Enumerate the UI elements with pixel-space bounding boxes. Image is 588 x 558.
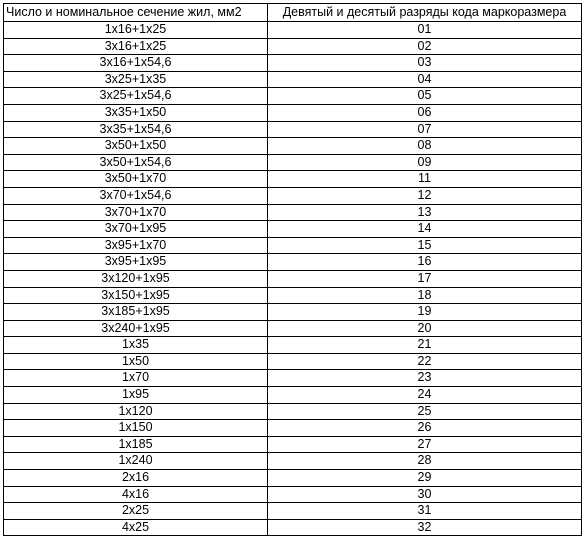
- cell-cores-section: 1х16+1х25: [4, 22, 268, 39]
- cell-cores-section: 1х120: [4, 403, 268, 420]
- cell-code-digits: 29: [268, 470, 582, 487]
- cell-code-digits: 28: [268, 453, 582, 470]
- cell-code-digits: 27: [268, 436, 582, 453]
- table-row: [4, 22, 582, 39]
- cell-cores-section: 3х50+1х50: [4, 138, 268, 155]
- cell-code-digits: 30: [268, 486, 582, 503]
- cell-cores-section: 3х16+1х25: [4, 38, 268, 55]
- cell-code-digits: 15: [268, 237, 582, 254]
- cell-cores-section: 2х25: [4, 503, 268, 520]
- cell-code-digits: 31: [268, 503, 582, 520]
- cable-code-table: [3, 3, 582, 536]
- cell-cores-section: 4х25: [4, 519, 268, 536]
- header-code-digits: Девятый и десятый разряды кода маркоразмера: [268, 4, 582, 22]
- cell-cores-section: 4х16: [4, 486, 268, 503]
- cell-cores-section: 3х70+1х54,6: [4, 187, 268, 204]
- cell-cores-section: 3х50+1х54,6: [4, 154, 268, 171]
- table-row: [4, 519, 582, 536]
- table-row: [4, 304, 582, 321]
- table-row: [4, 204, 582, 221]
- cell-code-digits: 17: [268, 270, 582, 287]
- cell-cores-section: 2х16: [4, 470, 268, 487]
- cell-code-digits: 13: [268, 204, 582, 221]
- cell-code-digits: 07: [268, 121, 582, 138]
- cell-code-digits: 21: [268, 337, 582, 354]
- table-row: [4, 503, 582, 520]
- table-row: [4, 420, 582, 437]
- cell-cores-section: 3х95+1х95: [4, 254, 268, 271]
- cell-code-digits: 16: [268, 254, 582, 271]
- table-row: [4, 453, 582, 470]
- cell-code-digits: 20: [268, 320, 582, 337]
- cell-cores-section: 3х185+1х95: [4, 304, 268, 321]
- table-row: [4, 88, 582, 105]
- table-row: [4, 470, 582, 487]
- table-row: [4, 121, 582, 138]
- cell-code-digits: 19: [268, 304, 582, 321]
- header-cores-section: Число и номинальное сечение жил, мм2: [4, 4, 268, 22]
- cell-code-digits: 03: [268, 55, 582, 72]
- cell-code-digits: 08: [268, 138, 582, 155]
- cell-cores-section: 3х120+1х95: [4, 270, 268, 287]
- cell-cores-section: 3х150+1х95: [4, 287, 268, 304]
- table-row: [4, 221, 582, 238]
- cell-cores-section: 1х35: [4, 337, 268, 354]
- cell-code-digits: 24: [268, 387, 582, 404]
- table-row: [4, 486, 582, 503]
- cell-code-digits: 12: [268, 187, 582, 204]
- table-body: [4, 22, 582, 536]
- table-row: [4, 71, 582, 88]
- cell-cores-section: 3х70+1х70: [4, 204, 268, 221]
- cell-cores-section: 3х95+1х70: [4, 237, 268, 254]
- table-row: [4, 270, 582, 287]
- cell-cores-section: 1х150: [4, 420, 268, 437]
- table-row: [4, 154, 582, 171]
- cell-code-digits: 11: [268, 171, 582, 188]
- table-row: [4, 337, 582, 354]
- table-row: [4, 55, 582, 72]
- cell-code-digits: 01: [268, 22, 582, 39]
- cell-cores-section: 3х50+1х70: [4, 171, 268, 188]
- cell-code-digits: 25: [268, 403, 582, 420]
- table-row: [4, 320, 582, 337]
- cell-cores-section: 3х35+1х50: [4, 104, 268, 121]
- cell-cores-section: 1х70: [4, 370, 268, 387]
- table-row: [4, 187, 582, 204]
- table-row: [4, 38, 582, 55]
- cell-code-digits: 18: [268, 287, 582, 304]
- cell-cores-section: 1х50: [4, 353, 268, 370]
- cell-code-digits: 32: [268, 519, 582, 536]
- cell-code-digits: 14: [268, 221, 582, 238]
- cell-cores-section: 1х185: [4, 436, 268, 453]
- cell-code-digits: 02: [268, 38, 582, 55]
- table-row: [4, 138, 582, 155]
- cell-code-digits: 06: [268, 104, 582, 121]
- cell-cores-section: 3х35+1х54,6: [4, 121, 268, 138]
- table-row: [4, 403, 582, 420]
- cell-cores-section: 1х240: [4, 453, 268, 470]
- cell-code-digits: 05: [268, 88, 582, 105]
- cell-code-digits: 04: [268, 71, 582, 88]
- table-row: [4, 254, 582, 271]
- table-row: [4, 171, 582, 188]
- cell-code-digits: 22: [268, 353, 582, 370]
- table-row: [4, 436, 582, 453]
- table-container: [3, 3, 582, 536]
- cell-cores-section: 3х25+1х54,6: [4, 88, 268, 105]
- cell-cores-section: 1х95: [4, 387, 268, 404]
- cell-cores-section: 3х70+1х95: [4, 221, 268, 238]
- cell-code-digits: 26: [268, 420, 582, 437]
- table-row: [4, 353, 582, 370]
- table-row: [4, 104, 582, 121]
- table-row: [4, 370, 582, 387]
- cell-cores-section: 3х16+1х54,6: [4, 55, 268, 72]
- cell-cores-section: 3х25+1х35: [4, 71, 268, 88]
- table-header: [4, 4, 582, 22]
- table-row: [4, 387, 582, 404]
- cell-code-digits: 09: [268, 154, 582, 171]
- table-row: [4, 237, 582, 254]
- cell-code-digits: 23: [268, 370, 582, 387]
- table-row: [4, 287, 582, 304]
- header-row: [4, 4, 582, 22]
- cell-cores-section: 3х240+1х95: [4, 320, 268, 337]
